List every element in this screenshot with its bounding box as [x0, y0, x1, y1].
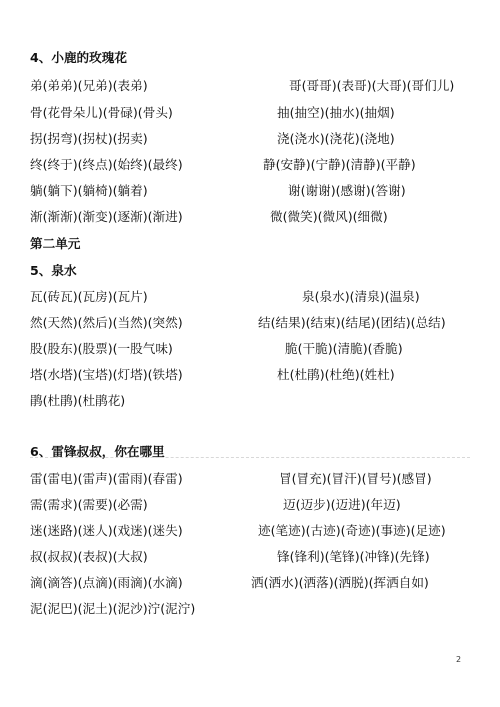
word-row-right: 迈(迈步)(迈进)(年迈) [283, 497, 401, 512]
word-row-right: 结(结果)(结束)(结尾)(团结)(总结) [258, 315, 446, 330]
word-row-left: 叔(叔叔)(表叔)(大叔) [30, 549, 148, 564]
word-row-left: 弟(弟弟)(兄弟)(表弟) [30, 78, 148, 93]
word-row-left: 需(需求)(需要)(必需) [30, 497, 148, 512]
word-row-right: 冒(冒充)(冒汗)(冒号)(感冒) [279, 471, 432, 486]
word-row-left: 拐(拐弯)(拐杖)(拐卖) [30, 131, 148, 146]
word-row-left: 塔(水塔)(宝塔)(灯塔)(铁塔) [30, 367, 183, 382]
word-row-left: 躺(躺下)(躺椅)(躺着) [30, 183, 148, 198]
word-row-right: 洒(洒水)(洒落)(洒脱)(挥洒自如) [251, 575, 429, 590]
word-row-left: 渐(渐渐)(渐变)(逐渐)(渐进) [30, 209, 183, 224]
section-divider [30, 457, 470, 458]
word-row-left: 滴(滴答)(点滴)(雨滴)(水滴) [30, 575, 183, 590]
word-row-right: 浇(浇水)(浇花)(浇地) [277, 131, 395, 146]
word-row-left: 终(终于)(终点)(始终)(最终) [30, 157, 183, 172]
word-row-right: 杜(杜鹃)(杜绝)(姓杜) [277, 367, 395, 382]
word-row-right: 哥(哥哥)(表哥)(大哥)(哥们儿) [289, 78, 455, 93]
word-row-left: 泥(泥巴)(泥土)(泥沙)泞(泥泞) [30, 601, 196, 616]
word-row-right: 脆(干脆)(清脆)(香脆) [285, 341, 403, 356]
word-row-right: 静(安静)(宁静)(清静)(平静) [263, 157, 416, 172]
lesson-heading: 6、雷锋叔叔，你在哪里 [30, 444, 165, 459]
word-row-right: 谢(谢谢)(感谢)(答谢) [288, 183, 406, 198]
page-number: 2 [456, 655, 462, 664]
word-row-right: 泉(泉水)(清泉)(温泉) [302, 289, 420, 304]
word-row-right: 微(微笑)(微风)(细微) [270, 209, 388, 224]
word-row-left: 迷(迷路)(迷人)(戏迷)(迷失) [30, 523, 183, 538]
word-row-left: 瓦(砖瓦)(瓦房)(瓦片) [30, 289, 148, 304]
word-row-left: 骨(花骨朵儿)(骨碌)(骨头) [30, 105, 173, 120]
lesson-heading: 5、泉水 [30, 263, 77, 278]
word-row-left: 股(股东)(股票)(一股气味) [30, 341, 173, 356]
unit-heading: 第二单元 [30, 236, 81, 251]
lesson-heading: 4、小鹿的玫瑰花 [30, 50, 127, 65]
word-row-right: 锋(锋利)(笔锋)(冲锋)(先锋) [277, 549, 430, 564]
word-row-left: 鹃(杜鹃)(杜鹃花) [30, 393, 126, 408]
word-row-left: 雷(雷电)(雷声)(雷雨)(春雷) [30, 471, 183, 486]
word-row-right: 抽(抽空)(抽水)(抽烟) [277, 105, 395, 120]
word-row-right: 迹(笔迹)(古迹)(奇迹)(事迹)(足迹) [258, 523, 446, 538]
word-row-left: 然(天然)(然后)(当然)(突然) [30, 315, 183, 330]
